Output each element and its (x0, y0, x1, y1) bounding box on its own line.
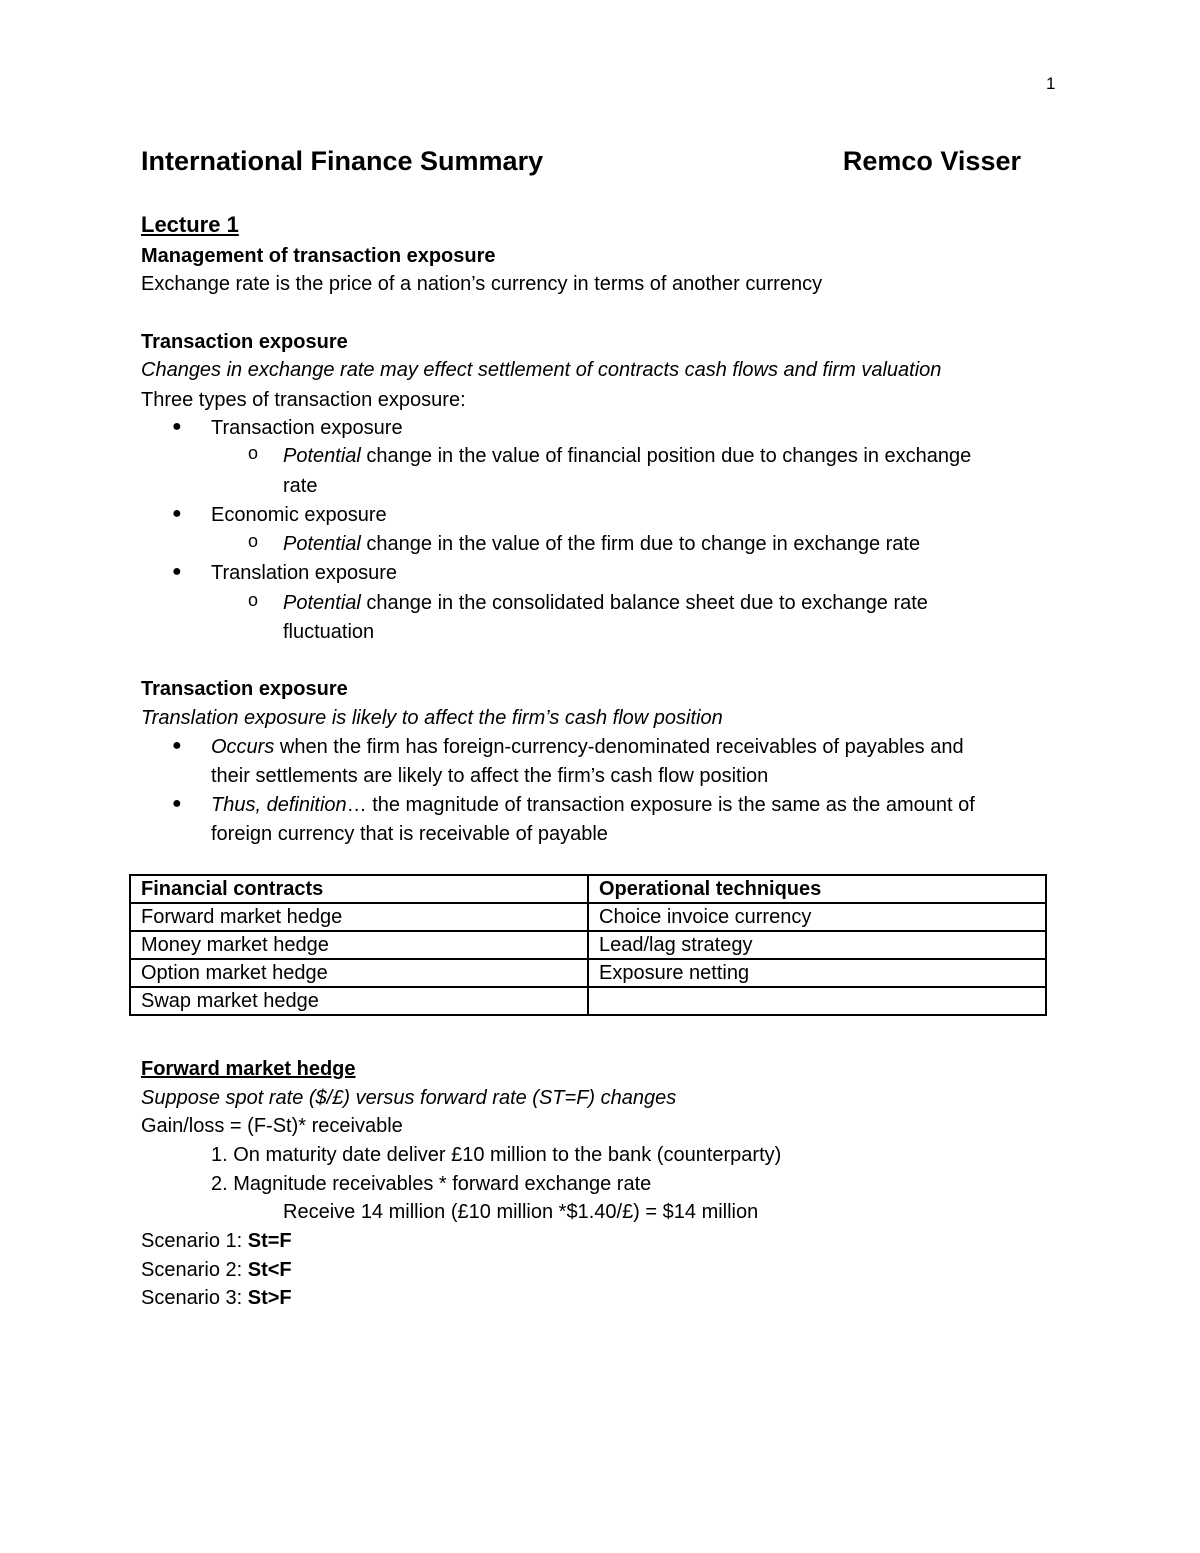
table-cell (588, 987, 1046, 1015)
list-item-definition-cont: foreign currency that is receivable of payable (211, 823, 608, 845)
table-cell: Lead/lag strategy (588, 931, 1046, 959)
table-row (130, 987, 1046, 1015)
bullet-icon: ● (172, 505, 182, 522)
list-item-occurs: Occurs when the firm has foreign-currency-denominated receivables of payables and (211, 736, 964, 758)
spot-rate-description: Suppose spot rate ($/£) versus forward rate (ST=F) changes (141, 1087, 677, 1109)
table-cell: Choice invoice currency (588, 903, 1046, 931)
step-2: 2. Magnitude receivables * forward exchange rate (211, 1173, 652, 1195)
hedging-techniques-table (129, 874, 1047, 1016)
bullet-icon: ● (172, 795, 182, 812)
list-item-economic-exposure: Economic exposure (211, 504, 387, 526)
table-row (130, 903, 1046, 931)
table-cell: Money market hedge (130, 931, 588, 959)
section-heading-management: Management of transaction exposure (141, 245, 496, 267)
section-heading-forward-market-hedge: Forward market hedge (141, 1058, 356, 1080)
receive-calculation: Receive 14 million (£10 million *$1.40/£) = $14 million (283, 1201, 759, 1223)
table-cell: Option market hedge (130, 959, 588, 987)
list-item-translation-exposure: Translation exposure (211, 562, 398, 584)
sub-item-transaction-exposure-cont: rate (283, 475, 318, 497)
table-header-operational-techniques: Operational techniques (588, 875, 1046, 903)
sub-item-economic-exposure: Potential change in the value of the firm due to change in exchange rate (283, 533, 921, 555)
table-cell: Exposure netting (588, 959, 1046, 987)
title-row (141, 146, 1021, 182)
sub-bullet-icon: o (248, 443, 259, 463)
table-header-financial-contracts: Financial contracts (130, 875, 588, 903)
bullet-icon: ● (172, 737, 182, 754)
document-title: International Finance Summary (141, 146, 544, 176)
translation-exposure-description: Translation exposure is likely to affect the firm’s cash flow position (141, 707, 723, 729)
table-header-row (130, 875, 1046, 903)
gain-loss-formula: Gain/loss = (F-St)* receivable (141, 1115, 403, 1137)
transaction-exposure-description: Changes in exchange rate may effect settlement of contracts cash flows and firm valuation (141, 359, 942, 381)
list-item-transaction-exposure: Transaction exposure (211, 417, 403, 439)
sub-item-transaction-exposure: Potential change in the value of financial position due to changes in exchange (283, 445, 972, 467)
sub-bullet-icon: o (248, 590, 259, 610)
sub-bullet-icon: o (248, 531, 259, 551)
sub-item-translation-exposure-cont: fluctuation (283, 621, 375, 643)
scenario-1: Scenario 1: St=F (141, 1230, 292, 1252)
table-row (130, 931, 1046, 959)
sub-item-translation-exposure: Potential change in the consolidated balance sheet due to exchange rate (283, 592, 928, 614)
step-1: 1. On maturity date deliver £10 million to the bank (counterparty) (211, 1144, 782, 1166)
table-cell: Swap market hedge (130, 987, 588, 1015)
lecture-heading: Lecture 1 (141, 212, 239, 237)
scenario-2: Scenario 2: St<F (141, 1259, 292, 1281)
bullet-icon: ● (172, 418, 182, 435)
document-author: Remco Visser (842, 146, 1021, 176)
section-heading-transaction-exposure: Transaction exposure (141, 331, 348, 353)
exchange-rate-definition: Exchange rate is the price of a nation’s currency in terms of another currency (141, 273, 823, 295)
table-row (130, 959, 1046, 987)
bullet-icon: ● (172, 563, 182, 580)
section-heading-transaction-exposure-2: Transaction exposure (141, 678, 348, 700)
list-item-definition: Thus, definition… the magnitude of transaction exposure is the same as the amount of (211, 794, 975, 816)
exposure-types-intro: Three types of transaction exposure: (141, 389, 466, 411)
table-cell: Forward market hedge (130, 903, 588, 931)
scenario-3: Scenario 3: St>F (141, 1287, 292, 1309)
page-number: 1 (1046, 74, 1056, 93)
list-item-occurs-cont: their settlements are likely to affect the firm’s cash flow position (211, 765, 769, 787)
